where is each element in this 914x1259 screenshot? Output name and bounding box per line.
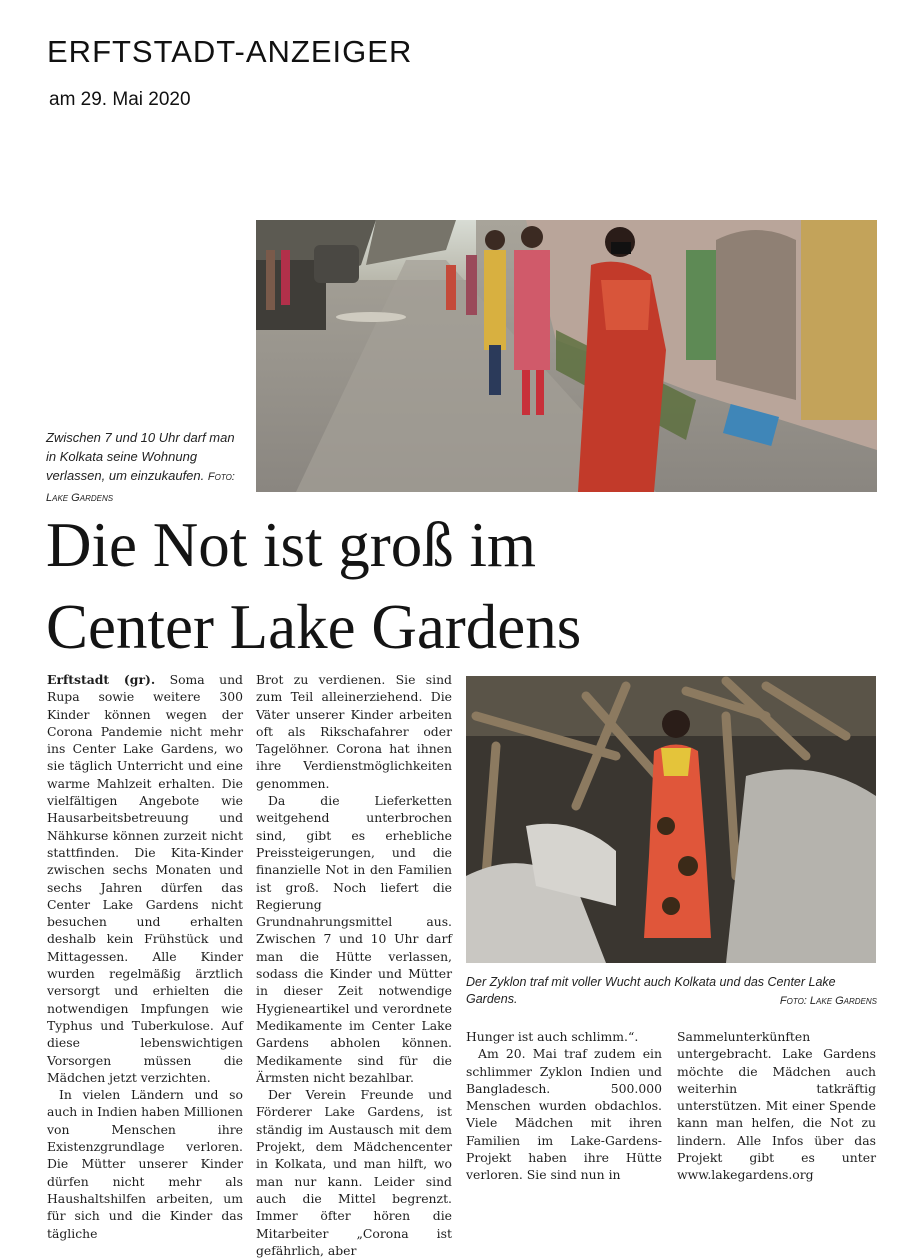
photo2-credit: Foto: Lake Gardens xyxy=(779,995,877,1007)
article-column-3 xyxy=(466,1028,662,1184)
street-queue-photo xyxy=(256,220,877,492)
cyclone-hut-photo xyxy=(466,676,876,963)
photo1-caption-text: Zwischen 7 und 10 Uhr darf man in Kolkata seine Wohnung verlassen, um einzukaufen. xyxy=(46,430,235,483)
publication-date: am 29. Mai 2020 xyxy=(49,89,191,110)
col4-paragraph-1: Sammelunterkünften untergebracht. Lake Gardens möchte die Mädchen auch weiterhin tatkräftig unterstützen. Mit einer Spende kann man helfen, die Not zu lindern. Alle Infos über das Projekt gibt es unter www.lakegardens.org xyxy=(677,1029,876,1183)
article-column-4 xyxy=(677,1028,876,1184)
photo1-credit: Foto: Lake Gardens xyxy=(46,471,235,504)
col2-paragraph-3: Der Verein Freunde und Förderer Lake Gardens, ist ständig im Austausch mit dem Projekt, dem Mädchencenter in Kolkata, und man hilft, wo man nur kann. Leider sind auch die Mittel begrenzt. Immer öfter hören die Mitarbeiter „Corona ist gefährlich, aber xyxy=(256,1087,452,1258)
col1-paragraph-1: Soma und Rupa sowie weitere 300 Kinder können wegen der Corona Pandemie nicht mehr ins Center Lake Gardens, wo sie täglich Unterricht und eine warme Mahlzeit erhalten. Die vielfältigen Angebote wie Hausarbeitsbetreuung und Nähkurse können zurzeit nicht stattfinden. Die Kita-Kinder zwischen sechs Monaten und sechs Jahren dürfen das Center Lake Gardens nicht besuchen und erhalten deshalb kein Frühstück und Mittagessen. Alle Kinder wurden regelmäßig ärztlich versorgt und erhielten die notwendigen Impfungen wie Typhus und Tuberkulose. Auf diese lebenswichtigen Vorsorgen müssen die Mädchen jetzt verzichten. xyxy=(47,672,243,1085)
newspaper-name: ERFTSTADT-ANZEIGER xyxy=(47,34,413,69)
col1-paragraph-2: In vielen Ländern und so auch in Indien haben Millionen von Menschen ihre Existenzgrundlage verloren. Die Mütter unserer Kinder dürfen nicht mehr als Haushaltshilfen arbeiten, um für sich und die Kinder das tägliche xyxy=(47,1087,243,1241)
col2-paragraph-2: Da die Lieferketten weitgehend unterbrochen sind, gibt es erhebliche Preissteigerungen, und die finanzielle Not in den Familien ist groß. Noch liefert die Regierung Grundnahrungsmittel aus. Zwischen 7 und 10 Uhr darf man die Hütte verlassen, sodass die Kinder und Mütter in dieser Zeit notwendige Hygieneartikel und verordnete Medikamente im Center Lake Gardens abholen können. Medikamente sind für die Ärmsten nicht bezahlbar. xyxy=(256,793,452,1085)
photo2-caption: Der Zyklon traf mit voller Wucht auch Kolkata und das Center Lake Gardens. xyxy=(466,975,836,1006)
article-column-1 xyxy=(47,671,243,1242)
headline-line-2: Center Lake Gardens xyxy=(46,592,582,662)
col2-paragraph-1: Brot zu verdienen. Sie sind zum Teil alleinerziehend. Die Väter unserer Kinder arbeiten oft als Rikschafahrer oder Tagelöhner. Corona hat ihnen ihre Verdienstmöglichkeiten genommen. xyxy=(256,672,452,791)
headline-line-1: Die Not ist groß im xyxy=(46,510,536,580)
col3-paragraph-2: Am 20. Mai traf zudem ein schlimmer Zyklon Indien und Bangladesch. 500.000 Menschen wurden obdachlos. Viele Mädchen mit ihren Familien im Lake-Gardens-Projekt haben ihre Hütte verloren. Sie sind nun in xyxy=(466,1046,662,1183)
dateline: Erftstadt (gr). xyxy=(47,672,156,687)
article-column-2 xyxy=(256,671,452,1259)
col3-paragraph-1: Hunger ist auch schlimm.“. xyxy=(466,1029,639,1044)
headline xyxy=(46,504,886,668)
photo1-caption xyxy=(46,428,246,508)
